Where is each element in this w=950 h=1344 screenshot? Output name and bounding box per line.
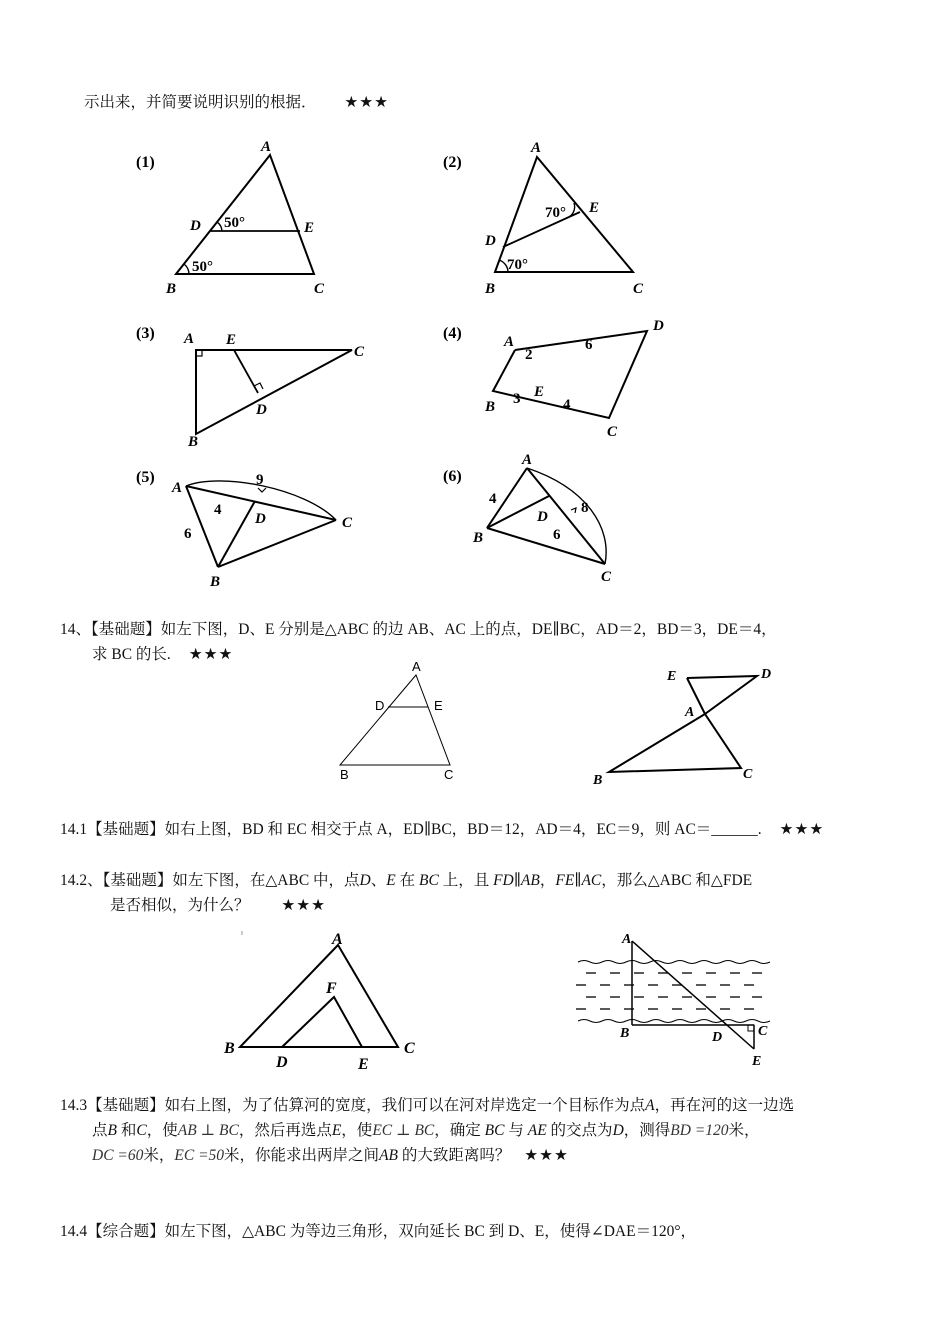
q14l-label-c: C [444,767,454,782]
fig3-label-e: E [226,332,237,348]
q14-3-bd-value: BD =120 [670,1122,729,1139]
q14-3-point-d: D [612,1122,624,1139]
q14-3-l2h: 的交点为 [546,1122,613,1139]
q14-3-l1a: 14.3【基础题】如右上图，为了估算河的宽度，我们可以在河对岸选定一个目标作为点 [60,1097,646,1114]
q14-3-l2j: 米， [728,1122,760,1139]
fig5-label-a: A [172,480,183,496]
q14-2-mid1: 在 [395,872,416,889]
q14-2-fd-parallel-ab: FD∥AB [493,872,540,889]
q14-2-point-e: E [386,872,396,889]
q14r-label-e: E [667,669,677,684]
fig6-label-c: C [601,569,612,585]
q14-3-point-e: E [331,1122,342,1139]
q14-3-l3a: 米， [143,1147,175,1164]
q14-3-l1b: ，再在河的这一边选 [654,1097,795,1114]
fig6-number: (6) [443,468,462,485]
difficulty-stars: ★★★ [524,1147,569,1164]
fig5-number: (5) [136,469,155,486]
q14r-label-d: D [761,667,772,682]
q14-figure-left [330,655,470,785]
fig1-label-a: A [261,139,272,155]
q14r-label-b: B [593,773,603,788]
q14l-triangle [340,675,450,765]
figure-2 [437,135,667,305]
q14-2-comma: ， [539,872,556,889]
fig3-segment-ed [234,350,258,393]
fig6-label-a: A [522,452,533,468]
q14-3-line-3 [92,1146,569,1166]
fig4-label-d: D [653,318,664,334]
q14-2-line-1 [60,871,752,891]
figure-5 [130,460,380,595]
q14-3-l2g: 与 [504,1122,524,1139]
river-label-b: B [620,1026,630,1041]
fig4-length-ec: 4 [563,397,571,413]
river-near-bank [578,1020,770,1023]
fig6-brace-tip [571,508,576,513]
river-segment-ae [632,941,754,1049]
fig1-number: (1) [136,154,155,171]
q14-3-point-b: B [107,1122,117,1139]
q14-line-2-text: 求 BC 的长. [92,646,171,663]
figure-1 [130,135,350,305]
river-right-angle-c [748,1025,754,1031]
figure-3 [130,318,380,458]
fig4-label-a: A [504,334,515,350]
q14l-label-a: A [412,659,421,674]
q14-line-1: 14、【基础题】如左下图，D、E 分别是△ABC 的边 AB、AC 上的点，DE∥BC，AD＝2，BD＝3，DE＝4， [60,621,777,638]
q14-3-l2c: ，使 [146,1122,178,1139]
fig3-label-b: B [188,434,199,450]
q14-3-l2a: 点 [92,1122,108,1139]
difficulty-stars: ★★★ [188,646,234,663]
q14-3-point-c: C [136,1122,147,1139]
fig5-length-ad: 4 [214,502,222,518]
q14-2-mid2: 上，且 [438,872,490,889]
fig2-angle-b: 70° [507,257,528,273]
fig4-label-b: B [485,399,496,415]
q14-3-ab-perp-bc: AB ⊥ BC [177,1122,239,1139]
fig1-triangle [176,155,314,274]
q142l-label-e: E [358,1056,369,1073]
q14-2-post: ，那么△ABC 和△FDE [601,872,753,889]
fig1-label-e: E [304,220,315,236]
q14-4-line: 14.4【综合题】如左下图，△ABC 为等边三角形，双向延长 BC 到 D、E，使得∠DAE＝120°， [60,1223,697,1240]
q14-3-side-bc: BC [484,1122,505,1139]
river-label-a: A [622,932,632,947]
fig6-length-dc: 6 [553,527,561,543]
fig2-label-b: B [485,281,496,297]
river-label-e: E [752,1054,762,1069]
q14l-label-d: D [375,698,385,713]
q14-3-l3c: 的大致距离吗？ [398,1147,511,1164]
q14-3-ec-perp-bc: EC ⊥ BC [372,1122,435,1139]
fig2-label-e: E [589,200,600,216]
q14-3-l3b: 米，你能求出两岸之间 [224,1147,380,1164]
q14-3-dc-value: DC =60 [92,1147,144,1164]
q142l-triangle-abc [240,945,398,1047]
q14-2-point-d: D [359,872,371,889]
q142l-triangle-fde [282,997,362,1047]
fig4-length-ae: 2 [525,347,533,363]
fig1-angle-mark-d [217,222,222,231]
fig4-label-e: E [534,384,545,400]
fig3-number: (3) [136,325,155,342]
q14-3-side-ab: AB [379,1147,398,1164]
q14l-label-e: E [434,698,443,713]
q14-3-l2f: ，确定 [434,1122,481,1139]
q14-3-ec-value: EC =50 [174,1147,225,1164]
fig2-angle-e: 70° [545,205,566,221]
fig3-label-a: A [184,331,195,347]
q14l-label-b: B [340,767,349,782]
fig2-number: (2) [443,154,462,171]
fig6-label-d: D [537,509,548,525]
fig4-length-be: 3 [513,391,521,407]
river-water-dashes [576,973,762,1009]
fig5-label-c: C [342,515,353,531]
q142l-label-b: B [224,1040,235,1057]
fig5-length-ac: 9 [256,472,264,488]
fig4-length-ed: 6 [585,337,593,353]
q142l-label-c: C [404,1040,415,1057]
river-label-c: C [758,1024,768,1039]
q14-3-point-a: A [645,1097,655,1114]
q14-3-line-2 [92,1121,760,1141]
q14r-label-c: C [743,767,753,782]
fig5-brace-tip [258,488,266,492]
q14-line-2 [92,645,233,665]
q142l-label-d: D [276,1054,288,1071]
q14-3-l2e: ，使 [341,1122,373,1139]
fig2-label-d: D [485,233,496,249]
q14-figure-right [585,660,785,790]
fig1-label-c: C [314,281,325,297]
intro-line [84,93,389,113]
fig3-triangle [196,350,352,434]
fig6-length-ab: 4 [489,491,497,507]
q14-2-side-bc: BC [419,872,439,889]
q14r-label-a: A [685,705,695,720]
q14-3-l2d: ，然后再选点 [238,1122,332,1139]
q14-2-fe-parallel-ac: FE∥AC [555,872,602,889]
fig4-number: (4) [443,325,462,342]
fig2-label-a: A [531,140,542,156]
fig3-label-d: D [256,402,267,418]
q14-2-line-2 [110,896,326,916]
figure-6 [437,448,657,588]
fig5-length-ab: 6 [184,526,192,542]
q14-3-line-1 [60,1096,794,1116]
fig5-label-d: D [255,511,266,527]
q14-2-figure-right [572,925,782,1070]
q14-3-l2b: 和 [116,1122,137,1139]
fig1-label-b: B [166,281,177,297]
q14-2-sep: 、 [370,872,387,889]
q142l-label-a: A [332,931,343,948]
q14-2-line-2-text: 是否相似，为什么？ [110,897,250,914]
q14-2-figure-left [220,925,430,1073]
fig5-segment-bc [218,520,336,567]
fig5-label-b: B [210,574,221,590]
q14-1-text: 14.1【基础题】如右上图，BD 和 EC 相交于点 A，ED∥BC，BD＝12，AD＝4，EC＝9，则 AC＝______. [60,821,762,838]
fig6-length-ac: 8 [581,500,589,516]
fig5-segment-bd [218,501,255,567]
q14r-bowtie [609,676,757,772]
q142l-label-f: F [326,980,337,997]
fig3-label-c: C [354,344,365,360]
fig4-label-c: C [607,424,618,440]
fig1-label-d: D [190,218,201,234]
figure-4 [437,315,687,445]
q14-3-l2i: ，测得 [623,1122,671,1139]
fig6-label-b: B [473,530,484,546]
river-label-d: D [712,1030,723,1045]
difficulty-stars: ★★★ [779,821,825,838]
fig2-label-c: C [633,281,644,297]
q14-1-line [60,820,824,840]
river-far-bank [578,961,770,964]
fig1-angle-b: 50° [192,259,213,275]
q14-2-pre: 14.2、【基础题】如左下图，在△ABC 中，点 [60,872,360,889]
fig1-angle-mark-b [184,264,189,274]
difficulty-stars: ★★★ [344,94,390,111]
difficulty-stars: ★★★ [281,897,327,914]
fig1-angle-d: 50° [224,215,245,231]
q14-3-side-ae: AE [527,1122,547,1139]
intro-text: 示出来，并简要说明识别的根据． [84,94,317,111]
fig6-segment-bc [487,528,605,564]
